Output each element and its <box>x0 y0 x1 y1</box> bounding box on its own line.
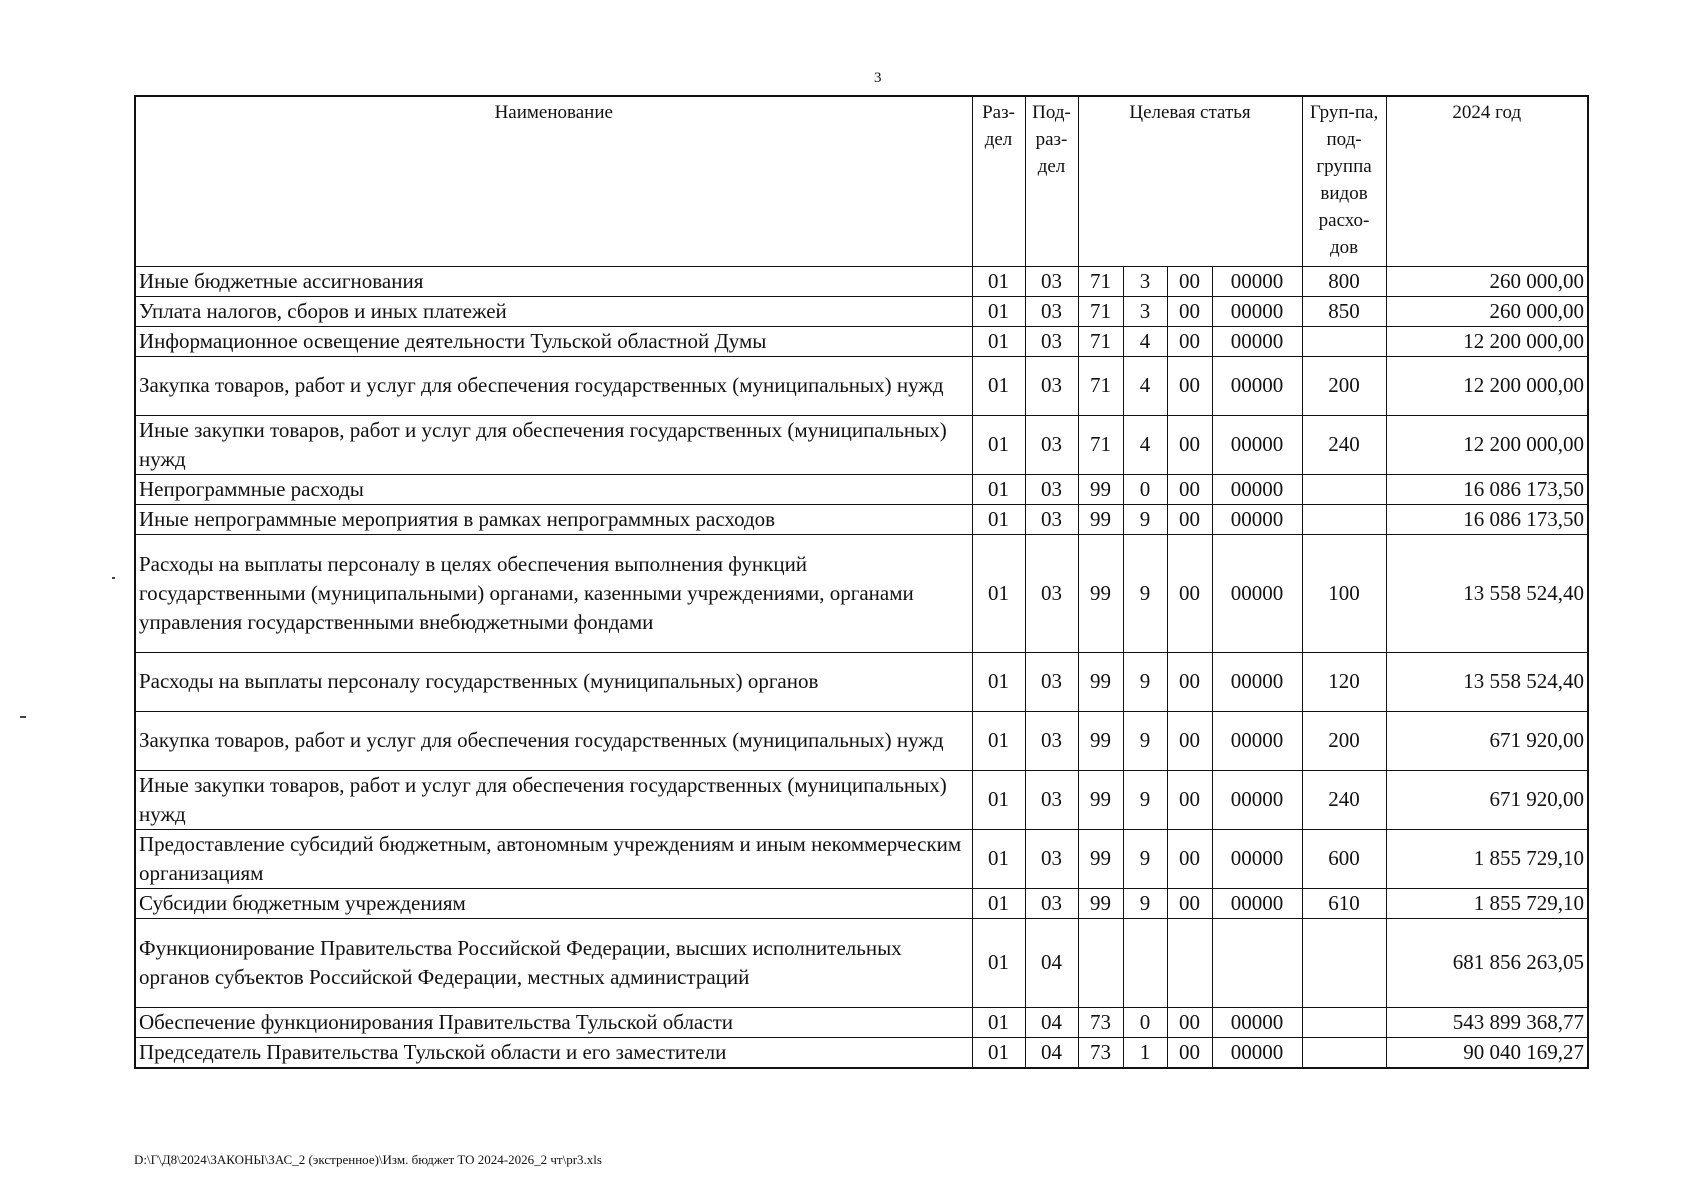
target-program-cell: 71 <box>1078 326 1123 356</box>
target-direction-cell: 00000 <box>1212 356 1302 415</box>
header-razdel: Раз-дел <box>972 96 1025 266</box>
amount-cell: 12 200 000,00 <box>1386 326 1588 356</box>
target-event-cell <box>1167 918 1212 1007</box>
table-row <box>135 888 1588 918</box>
target-event-cell: 00 <box>1167 1037 1212 1068</box>
podrazdel-cell: 03 <box>1025 504 1078 534</box>
razdel-cell: 01 <box>972 652 1025 711</box>
target-direction-cell: 00000 <box>1212 326 1302 356</box>
table-row <box>135 504 1588 534</box>
header-name: Наименование <box>135 96 972 266</box>
table-row <box>135 326 1588 356</box>
row-name: Функционирование Правительства Российской Федерации, высших исполнительных органов субъектов Российской Федерации, местных администраций <box>135 918 972 1007</box>
target-subprogram-cell: 1 <box>1123 1037 1167 1068</box>
target-direction-cell: 00000 <box>1212 711 1302 770</box>
target-direction-cell: 00000 <box>1212 266 1302 296</box>
target-direction-cell: 00000 <box>1212 770 1302 829</box>
target-direction-cell: 00000 <box>1212 652 1302 711</box>
target-event-cell: 00 <box>1167 474 1212 504</box>
amount-cell: 13 558 524,40 <box>1386 652 1588 711</box>
amount-cell: 16 086 173,50 <box>1386 474 1588 504</box>
target-program-cell <box>1078 918 1123 1007</box>
expense-group-cell: 240 <box>1302 415 1386 474</box>
target-subprogram-cell: 3 <box>1123 266 1167 296</box>
target-subprogram-cell: 9 <box>1123 652 1167 711</box>
table-row <box>135 652 1588 711</box>
target-event-cell: 00 <box>1167 829 1212 888</box>
header-target: Целевая статья <box>1078 96 1302 266</box>
page-number: 3 <box>874 70 882 86</box>
table-row <box>135 266 1588 296</box>
table-row <box>135 356 1588 415</box>
target-subprogram-cell: 9 <box>1123 534 1167 652</box>
target-direction-cell: 00000 <box>1212 296 1302 326</box>
target-event-cell: 00 <box>1167 356 1212 415</box>
podrazdel-cell: 03 <box>1025 770 1078 829</box>
row-name: Закупка товаров, работ и услуг для обеспечения государственных (муниципальных) нужд <box>135 711 972 770</box>
expense-group-cell <box>1302 1007 1386 1037</box>
expense-group-cell <box>1302 474 1386 504</box>
expense-group-cell: 240 <box>1302 770 1386 829</box>
table-row <box>135 474 1588 504</box>
target-program-cell: 71 <box>1078 296 1123 326</box>
podrazdel-cell: 03 <box>1025 266 1078 296</box>
target-event-cell: 00 <box>1167 1007 1212 1037</box>
target-program-cell: 71 <box>1078 415 1123 474</box>
target-subprogram-cell: 9 <box>1123 829 1167 888</box>
amount-cell: 1 855 729,10 <box>1386 888 1588 918</box>
podrazdel-cell: 04 <box>1025 1037 1078 1068</box>
table-row <box>135 534 1588 652</box>
expense-group-cell <box>1302 504 1386 534</box>
table-row <box>135 918 1588 1007</box>
target-program-cell: 99 <box>1078 652 1123 711</box>
row-name: Уплата налогов, сборов и иных платежей <box>135 296 972 326</box>
razdel-cell: 01 <box>972 770 1025 829</box>
table-row <box>135 1007 1588 1037</box>
target-subprogram-cell: 0 <box>1123 1007 1167 1037</box>
target-event-cell: 00 <box>1167 326 1212 356</box>
target-subprogram-cell: 9 <box>1123 770 1167 829</box>
target-event-cell: 00 <box>1167 415 1212 474</box>
row-name: Непрограммные расходы <box>135 474 972 504</box>
target-subprogram-cell: 9 <box>1123 888 1167 918</box>
target-event-cell: 00 <box>1167 534 1212 652</box>
row-name: Иные бюджетные ассигнования <box>135 266 972 296</box>
amount-cell: 90 040 169,27 <box>1386 1037 1588 1068</box>
row-name: Субсидии бюджетным учреждениям <box>135 888 972 918</box>
target-program-cell: 73 <box>1078 1037 1123 1068</box>
scan-speck <box>20 716 26 718</box>
target-direction-cell: 00000 <box>1212 1037 1302 1068</box>
row-name: Информационное освещение деятельности Тульской областной Думы <box>135 326 972 356</box>
target-program-cell: 73 <box>1078 1007 1123 1037</box>
target-program-cell: 99 <box>1078 504 1123 534</box>
row-name: Закупка товаров, работ и услуг для обеспечения государственных (муниципальных) нужд <box>135 356 972 415</box>
razdel-cell: 01 <box>972 356 1025 415</box>
row-name: Предоставление субсидий бюджетным, автономным учреждениям и иным некоммерческим организациям <box>135 829 972 888</box>
target-subprogram-cell: 0 <box>1123 474 1167 504</box>
target-event-cell: 00 <box>1167 504 1212 534</box>
razdel-cell: 01 <box>972 266 1025 296</box>
table-row <box>135 1037 1588 1068</box>
table-header-row <box>135 96 1588 266</box>
amount-cell: 12 200 000,00 <box>1386 356 1588 415</box>
target-program-cell: 71 <box>1078 356 1123 415</box>
expense-group-cell: 200 <box>1302 356 1386 415</box>
podrazdel-cell: 04 <box>1025 1007 1078 1037</box>
row-name: Обеспечение функционирования Правительства Тульской области <box>135 1007 972 1037</box>
podrazdel-cell: 03 <box>1025 326 1078 356</box>
podrazdel-cell: 03 <box>1025 829 1078 888</box>
amount-cell: 13 558 524,40 <box>1386 534 1588 652</box>
expense-group-cell: 600 <box>1302 829 1386 888</box>
razdel-cell: 01 <box>972 474 1025 504</box>
amount-cell: 260 000,00 <box>1386 296 1588 326</box>
expense-group-cell: 610 <box>1302 888 1386 918</box>
podrazdel-cell: 03 <box>1025 356 1078 415</box>
table-row <box>135 770 1588 829</box>
row-name: Иные закупки товаров, работ и услуг для обеспечения государственных (муниципальных) нужд <box>135 770 972 829</box>
razdel-cell: 01 <box>972 711 1025 770</box>
podrazdel-cell: 03 <box>1025 474 1078 504</box>
expense-group-cell: 800 <box>1302 266 1386 296</box>
podrazdel-cell: 03 <box>1025 711 1078 770</box>
target-program-cell: 99 <box>1078 534 1123 652</box>
amount-cell: 16 086 173,50 <box>1386 504 1588 534</box>
podrazdel-cell: 03 <box>1025 534 1078 652</box>
table-row <box>135 296 1588 326</box>
row-name: Председатель Правительства Тульской области и его заместители <box>135 1037 972 1068</box>
expense-group-cell <box>1302 918 1386 1007</box>
expense-group-cell: 200 <box>1302 711 1386 770</box>
razdel-cell: 01 <box>972 415 1025 474</box>
amount-cell: 1 855 729,10 <box>1386 829 1588 888</box>
razdel-cell: 01 <box>972 1037 1025 1068</box>
table-row <box>135 415 1588 474</box>
amount-cell: 260 000,00 <box>1386 266 1588 296</box>
amount-cell: 671 920,00 <box>1386 770 1588 829</box>
target-event-cell: 00 <box>1167 652 1212 711</box>
target-program-cell: 99 <box>1078 829 1123 888</box>
target-event-cell: 00 <box>1167 266 1212 296</box>
target-subprogram-cell: 4 <box>1123 356 1167 415</box>
target-program-cell: 99 <box>1078 770 1123 829</box>
target-program-cell: 99 <box>1078 474 1123 504</box>
target-subprogram-cell: 4 <box>1123 415 1167 474</box>
podrazdel-cell: 03 <box>1025 415 1078 474</box>
expense-group-cell: 120 <box>1302 652 1386 711</box>
expense-group-cell <box>1302 1037 1386 1068</box>
razdel-cell: 01 <box>972 888 1025 918</box>
target-direction-cell: 00000 <box>1212 415 1302 474</box>
target-subprogram-cell: 9 <box>1123 504 1167 534</box>
row-name: Расходы на выплаты персоналу государственных (муниципальных) органов <box>135 652 972 711</box>
table-row <box>135 711 1588 770</box>
target-program-cell: 71 <box>1078 266 1123 296</box>
razdel-cell: 01 <box>972 326 1025 356</box>
razdel-cell: 01 <box>972 829 1025 888</box>
target-subprogram-cell <box>1123 918 1167 1007</box>
razdel-cell: 01 <box>972 534 1025 652</box>
target-event-cell: 00 <box>1167 296 1212 326</box>
expense-group-cell: 100 <box>1302 534 1386 652</box>
target-subprogram-cell: 9 <box>1123 711 1167 770</box>
expense-group-cell <box>1302 326 1386 356</box>
scan-speck <box>112 577 115 579</box>
target-subprogram-cell: 4 <box>1123 326 1167 356</box>
amount-cell: 543 899 368,77 <box>1386 1007 1588 1037</box>
header-year: 2024 год <box>1386 96 1588 266</box>
podrazdel-cell: 04 <box>1025 918 1078 1007</box>
row-name: Иные непрограммные мероприятия в рамках непрограммных расходов <box>135 504 972 534</box>
target-direction-cell: 00000 <box>1212 888 1302 918</box>
target-event-cell: 00 <box>1167 770 1212 829</box>
row-name: Иные закупки товаров, работ и услуг для обеспечения государственных (муниципальных) нужд <box>135 415 972 474</box>
amount-cell: 671 920,00 <box>1386 711 1588 770</box>
target-direction-cell: 00000 <box>1212 534 1302 652</box>
podrazdel-cell: 03 <box>1025 888 1078 918</box>
target-event-cell: 00 <box>1167 888 1212 918</box>
amount-cell: 681 856 263,05 <box>1386 918 1588 1007</box>
row-name: Расходы на выплаты персоналу в целях обеспечения выполнения функций государственными (муниципальными) органами, казенными учреждениями, органами управления государственными внебюджетными фондами <box>135 534 972 652</box>
razdel-cell: 01 <box>972 504 1025 534</box>
amount-cell: 12 200 000,00 <box>1386 415 1588 474</box>
budget-table <box>134 95 1589 1069</box>
expense-group-cell: 850 <box>1302 296 1386 326</box>
header-podrazdel: Под-раз-дел <box>1025 96 1078 266</box>
footer-file-path: D:\Г\Д8\2024\ЗАКОНЫ\ЗАС_2 (экстренное)\Изм. бюджет ТО 2024-2026_2 чт\pr3.xls <box>134 1152 602 1167</box>
target-direction-cell: 00000 <box>1212 474 1302 504</box>
podrazdel-cell: 03 <box>1025 652 1078 711</box>
target-subprogram-cell: 3 <box>1123 296 1167 326</box>
target-program-cell: 99 <box>1078 888 1123 918</box>
target-direction-cell: 00000 <box>1212 1007 1302 1037</box>
razdel-cell: 01 <box>972 296 1025 326</box>
razdel-cell: 01 <box>972 918 1025 1007</box>
target-direction-cell: 00000 <box>1212 829 1302 888</box>
target-direction-cell: 00000 <box>1212 504 1302 534</box>
target-event-cell: 00 <box>1167 711 1212 770</box>
table-row <box>135 829 1588 888</box>
target-program-cell: 99 <box>1078 711 1123 770</box>
target-direction-cell <box>1212 918 1302 1007</box>
razdel-cell: 01 <box>972 1007 1025 1037</box>
header-group: Груп-па, под-группа видов расхо-дов <box>1302 96 1386 266</box>
podrazdel-cell: 03 <box>1025 296 1078 326</box>
